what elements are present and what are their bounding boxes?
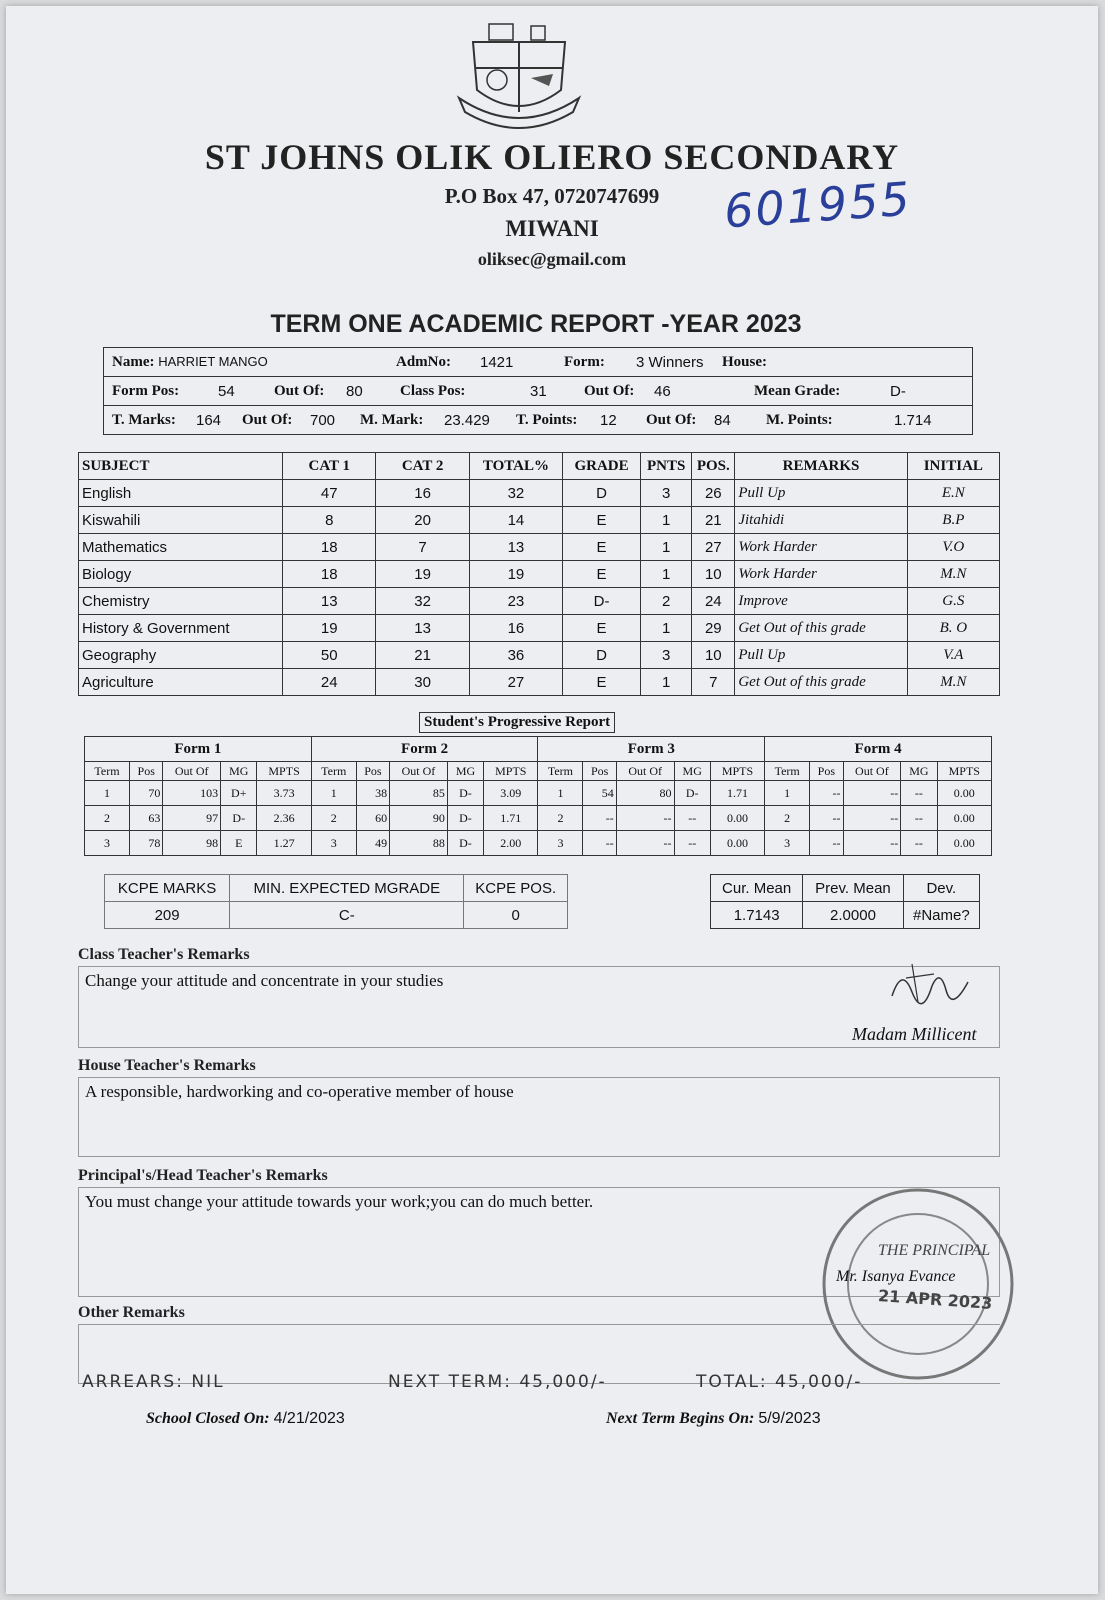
- progress-subheader: Term: [85, 762, 130, 781]
- progress-cell: 2.00: [484, 831, 538, 856]
- progress-cell: 49: [356, 831, 389, 856]
- class-pos-label: Class Pos:: [400, 382, 466, 399]
- subject-grade-cell: E: [563, 507, 641, 534]
- tmarks-out: 700: [310, 411, 336, 429]
- table-row: [79, 669, 1000, 696]
- progress-subheader: Out Of: [616, 762, 674, 781]
- progress-subheader: Pos: [810, 762, 843, 781]
- subject-pos-cell: 7: [692, 669, 735, 696]
- progress-cell: 78: [130, 831, 163, 856]
- subject-subject-cell: Agriculture: [79, 669, 283, 696]
- progress-cell: 3.73: [257, 781, 311, 806]
- subject-total-cell: 23: [469, 588, 562, 615]
- subject-total-cell: 36: [469, 642, 562, 669]
- subject-remarks-cell: Get Out of this grade: [735, 615, 907, 642]
- subject-grade-cell: E: [563, 534, 641, 561]
- progress-cell: --: [843, 831, 901, 856]
- table-row: [85, 806, 992, 831]
- header-subject: SUBJECT: [79, 453, 283, 480]
- total-fees-note: TOTAL: 45,000/-: [696, 1372, 863, 1392]
- class-teacher-label: Class Teacher's Remarks: [78, 946, 250, 963]
- subjects-header-row: [79, 453, 1000, 480]
- table-row: [79, 534, 1000, 561]
- progress-subheader: Out Of: [163, 762, 221, 781]
- subject-pos-cell: 24: [692, 588, 735, 615]
- progress-cell: E: [221, 831, 257, 856]
- kcpe-marks: 209: [105, 902, 230, 929]
- subject-subject-cell: Kiswahili: [79, 507, 283, 534]
- handwritten-number: 601955: [722, 171, 914, 239]
- subject-pnts-cell: 1: [641, 534, 692, 561]
- progress-cell: 2: [311, 806, 356, 831]
- progress-subheader: MG: [447, 762, 483, 781]
- progress-body: [85, 781, 992, 856]
- progress-cell: --: [616, 806, 674, 831]
- prev-mean: 2.0000: [803, 902, 903, 929]
- class-out: 46: [654, 382, 671, 400]
- subject-pnts-cell: 1: [641, 561, 692, 588]
- header-cat2: CAT 2: [376, 453, 469, 480]
- subject-cat1-cell: 50: [283, 642, 376, 669]
- progress-cell: --: [810, 831, 843, 856]
- subject-cat1-cell: 18: [283, 561, 376, 588]
- progress-cell: 1.27: [257, 831, 311, 856]
- progress-cell: 1: [765, 781, 810, 806]
- subject-initial-cell: M.N: [907, 669, 999, 696]
- subject-pos-cell: 21: [692, 507, 735, 534]
- mpoints: 1.714: [894, 411, 932, 429]
- header-total: TOTAL%: [469, 453, 562, 480]
- progress-cell: 2: [538, 806, 583, 831]
- subject-subject-cell: Mathematics: [79, 534, 283, 561]
- progress-cell: 3: [311, 831, 356, 856]
- subject-cat2-cell: 7: [376, 534, 469, 561]
- progress-subheader: Term: [311, 762, 356, 781]
- subject-subject-cell: Geography: [79, 642, 283, 669]
- subject-grade-cell: E: [563, 615, 641, 642]
- table-row: [79, 615, 1000, 642]
- form3-header: Form 3: [538, 737, 765, 762]
- school-address: P.O Box 47, 0720747699: [444, 184, 660, 208]
- progress-cell: --: [901, 806, 937, 831]
- report-page: [6, 6, 1098, 1594]
- progress-cell: 0.00: [937, 781, 991, 806]
- tpoints: 12: [600, 411, 617, 429]
- progress-subheader: Pos: [130, 762, 163, 781]
- form-value: 3 Winners: [636, 353, 704, 371]
- name-label: Name:: [112, 353, 155, 370]
- header-cat1: CAT 1: [283, 453, 376, 480]
- subject-total-cell: 32: [469, 480, 562, 507]
- form1-header: Form 1: [85, 737, 312, 762]
- class-teacher-remarks: Change your attitude and concentrate in your studies: [85, 971, 444, 990]
- dev: #Name?: [903, 902, 979, 929]
- subjects-body: [79, 480, 1000, 696]
- subject-pnts-cell: 3: [641, 642, 692, 669]
- progress-cell: 103: [163, 781, 221, 806]
- progress-subheader: Out Of: [390, 762, 448, 781]
- progress-cell: 1.71: [710, 781, 764, 806]
- subject-initial-cell: E.N: [907, 480, 999, 507]
- subject-pnts-cell: 2: [641, 588, 692, 615]
- header-initial: INITIAL: [907, 453, 999, 480]
- subject-remarks-cell: Pull Up: [735, 642, 907, 669]
- mmark: 23.429: [444, 411, 490, 429]
- progress-subheader: Term: [765, 762, 810, 781]
- cur-mean: 1.7143: [711, 902, 803, 929]
- subject-initial-cell: B.P: [907, 507, 999, 534]
- student-info-table: [103, 347, 973, 435]
- progress-cell: --: [616, 831, 674, 856]
- stamp-date: 21 APR 2023: [877, 1286, 993, 1313]
- subject-cat1-cell: 8: [283, 507, 376, 534]
- subject-pos-cell: 26: [692, 480, 735, 507]
- progress-cell: D+: [221, 781, 257, 806]
- subject-grade-cell: E: [563, 669, 641, 696]
- subject-pos-cell: 27: [692, 534, 735, 561]
- progress-cell: 90: [390, 806, 448, 831]
- adm-number: 1421: [480, 353, 514, 371]
- subject-grade-cell: E: [563, 561, 641, 588]
- subject-total-cell: 16: [469, 615, 562, 642]
- subject-subject-cell: History & Government: [79, 615, 283, 642]
- subject-pos-cell: 10: [692, 642, 735, 669]
- mean-grade-label: Mean Grade:: [754, 382, 841, 399]
- progress-cell: D-: [674, 781, 710, 806]
- progress-cell: --: [901, 781, 937, 806]
- progress-subheader: Pos: [356, 762, 389, 781]
- form4-header: Form 4: [765, 737, 992, 762]
- subject-cat2-cell: 30: [376, 669, 469, 696]
- progress-subheader: MG: [221, 762, 257, 781]
- prev-mean-header: Prev. Mean: [803, 875, 903, 902]
- subject-initial-cell: G.S: [907, 588, 999, 615]
- progress-cell: --: [583, 831, 616, 856]
- progress-cell: 85: [390, 781, 448, 806]
- progress-report-title: Student's Progressive Report: [419, 712, 615, 733]
- progress-cell: --: [843, 806, 901, 831]
- table-row: [79, 588, 1000, 615]
- progress-cell: 1: [85, 781, 130, 806]
- subject-initial-cell: V.O: [907, 534, 999, 561]
- principal-remarks: You must change your attitude towards your work;you can do much better.: [85, 1192, 594, 1211]
- table-row: [79, 561, 1000, 588]
- subject-grade-cell: D: [563, 480, 641, 507]
- subject-remarks-cell: Get Out of this grade: [735, 669, 907, 696]
- subject-cat2-cell: 19: [376, 561, 469, 588]
- class-teacher-name: Madam Millicent: [852, 1024, 977, 1044]
- subject-initial-cell: B. O: [907, 615, 999, 642]
- tpoints-out: 84: [714, 411, 731, 429]
- form-pos: 54: [218, 382, 235, 400]
- mean-grade: D-: [890, 382, 906, 400]
- school-closed-row: [146, 1410, 345, 1428]
- subject-pos-cell: 10: [692, 561, 735, 588]
- form-out-label: Out Of:: [274, 382, 325, 399]
- progress-cell: D-: [447, 831, 483, 856]
- tpoints-out-label: Out Of:: [646, 411, 697, 428]
- progress-cell: 0.00: [937, 831, 991, 856]
- subject-initial-cell: V.A: [907, 642, 999, 669]
- form-label: Form:: [564, 353, 605, 370]
- next-term-label: Next Term Begins On:: [606, 1410, 755, 1427]
- kcpe-table: [104, 874, 568, 929]
- progress-cell: 3: [538, 831, 583, 856]
- subject-initial-cell: M.N: [907, 561, 999, 588]
- progress-cell: 0.00: [710, 831, 764, 856]
- other-remarks-label: Other Remarks: [78, 1304, 185, 1321]
- house-teacher-remarks: A responsible, hardworking and co-operative member of house: [85, 1082, 514, 1101]
- progress-cell: D-: [221, 806, 257, 831]
- progress-cell: 60: [356, 806, 389, 831]
- progress-cell: D-: [447, 806, 483, 831]
- progress-cell: 2.36: [257, 806, 311, 831]
- house-label: House:: [722, 353, 767, 370]
- progress-cell: 0.00: [937, 806, 991, 831]
- progress-subheader: MG: [674, 762, 710, 781]
- form-pos-label: Form Pos:: [112, 382, 180, 399]
- kcpe-pos: 0: [464, 902, 568, 929]
- adm-label: AdmNo:: [396, 353, 451, 370]
- header-remarks: REMARKS: [735, 453, 907, 480]
- table-row: [79, 642, 1000, 669]
- mpoints-label: M. Points:: [766, 411, 833, 428]
- principal-label: Principal's/Head Teacher's Remarks: [78, 1167, 328, 1184]
- cur-mean-header: Cur. Mean: [711, 875, 803, 902]
- progress-subheader: MPTS: [484, 762, 538, 781]
- subject-subject-cell: Biology: [79, 561, 283, 588]
- subject-remarks-cell: Jitahidi: [735, 507, 907, 534]
- progress-cell: 88: [390, 831, 448, 856]
- progress-cell: --: [674, 831, 710, 856]
- school-name: ST JOHNS OLIK OLIERO SECONDARY: [204, 137, 900, 177]
- subject-subject-cell: Chemistry: [79, 588, 283, 615]
- subject-total-cell: 27: [469, 669, 562, 696]
- subject-cat2-cell: 21: [376, 642, 469, 669]
- progress-cell: 1: [538, 781, 583, 806]
- subject-total-cell: 13: [469, 534, 562, 561]
- subjects-table: [78, 452, 1000, 696]
- class-out-label: Out Of:: [584, 382, 635, 399]
- table-row: [85, 831, 992, 856]
- table-row: [79, 480, 1000, 507]
- progress-subheader: MPTS: [257, 762, 311, 781]
- subject-subject-cell: English: [79, 480, 283, 507]
- next-term-date: 5/9/2023: [758, 1410, 821, 1427]
- subject-cat1-cell: 24: [283, 669, 376, 696]
- progress-cell: 97: [163, 806, 221, 831]
- school-town: MIWANI: [505, 216, 599, 241]
- next-term-row: [606, 1410, 821, 1428]
- form-out: 80: [346, 382, 363, 400]
- subject-cat2-cell: 20: [376, 507, 469, 534]
- report-title: TERM ONE ACADEMIC REPORT -YEAR 2023: [270, 310, 802, 338]
- subject-pnts-cell: 3: [641, 480, 692, 507]
- subject-pnts-cell: 1: [641, 615, 692, 642]
- table-row: [79, 507, 1000, 534]
- progress-cell: 3: [765, 831, 810, 856]
- arrears-note: ARREARS: NIL: [82, 1372, 225, 1392]
- progress-cell: --: [674, 806, 710, 831]
- school-crest-logo: [453, 20, 585, 130]
- progress-cell: 98: [163, 831, 221, 856]
- progress-cell: 80: [616, 781, 674, 806]
- progress-cell: --: [810, 806, 843, 831]
- school-email: oliksec@gmail.com: [477, 249, 627, 269]
- tmarks: 164: [196, 411, 222, 429]
- form2-header: Form 2: [311, 737, 538, 762]
- kcpe-marks-header: KCPE MARKS: [105, 875, 230, 902]
- subject-remarks-cell: Work Harder: [735, 561, 907, 588]
- subject-cat1-cell: 47: [283, 480, 376, 507]
- progress-cell: D-: [447, 781, 483, 806]
- progress-cell: --: [583, 806, 616, 831]
- subject-remarks-cell: Pull Up: [735, 480, 907, 507]
- subject-remarks-cell: Work Harder: [735, 534, 907, 561]
- kcpe-mgrade-header: MIN. EXPECTED MGRADE: [230, 875, 464, 902]
- subject-grade-cell: D: [563, 642, 641, 669]
- student-name: HARRIET MANGO: [158, 353, 268, 369]
- progress-cell: 3: [85, 831, 130, 856]
- progress-subheader-row: [85, 762, 992, 781]
- kcpe-pos-header: KCPE POS.: [464, 875, 568, 902]
- progress-subheader: MPTS: [710, 762, 764, 781]
- principal-title: THE PRINCIPAL: [878, 1242, 991, 1259]
- progress-cell: 0.00: [710, 806, 764, 831]
- tmarks-out-label: Out Of:: [242, 411, 293, 428]
- progress-cell: --: [810, 781, 843, 806]
- progress-cell: --: [901, 831, 937, 856]
- mmark-label: M. Mark:: [360, 411, 424, 428]
- school-closed-label: School Closed On:: [146, 1410, 270, 1427]
- house-teacher-remarks-box: [78, 1077, 1000, 1157]
- subject-cat1-cell: 13: [283, 588, 376, 615]
- header-grade: GRADE: [563, 453, 641, 480]
- progress-subheader: Pos: [583, 762, 616, 781]
- progress-cell: 54: [583, 781, 616, 806]
- progress-table: [84, 736, 992, 856]
- progress-cell: 1.71: [484, 806, 538, 831]
- progress-subheader: Out Of: [843, 762, 901, 781]
- class-pos: 31: [530, 382, 547, 400]
- progress-cell: --: [843, 781, 901, 806]
- subject-total-cell: 19: [469, 561, 562, 588]
- subject-pos-cell: 29: [692, 615, 735, 642]
- principal-name: Mr. Isanya Evance: [836, 1268, 956, 1285]
- subject-cat1-cell: 18: [283, 534, 376, 561]
- subject-cat2-cell: 16: [376, 480, 469, 507]
- subject-cat2-cell: 32: [376, 588, 469, 615]
- subject-total-cell: 14: [469, 507, 562, 534]
- means-table: [710, 874, 980, 929]
- subject-cat1-cell: 19: [283, 615, 376, 642]
- next-term-fees-note: NEXT TERM: 45,000/-: [388, 1372, 607, 1392]
- subject-grade-cell: D-: [563, 588, 641, 615]
- class-teacher-signature-icon: [882, 956, 982, 1016]
- progress-cell: 2: [85, 806, 130, 831]
- progress-cell: 2: [765, 806, 810, 831]
- subject-remarks-cell: Improve: [735, 588, 907, 615]
- header-pos: POS.: [692, 453, 735, 480]
- subject-pnts-cell: 1: [641, 669, 692, 696]
- subject-pnts-cell: 1: [641, 507, 692, 534]
- school-closed-date: 4/21/2023: [273, 1410, 345, 1427]
- tpoints-label: T. Points:: [516, 411, 578, 428]
- progress-cell: 70: [130, 781, 163, 806]
- table-row: [85, 781, 992, 806]
- house-teacher-label: House Teacher's Remarks: [78, 1057, 256, 1074]
- progress-cell: 1: [311, 781, 356, 806]
- tmarks-label: T. Marks:: [112, 411, 176, 428]
- progress-subheader: Term: [538, 762, 583, 781]
- header-pnts: PNTS: [641, 453, 692, 480]
- subject-cat2-cell: 13: [376, 615, 469, 642]
- progress-subheader: MG: [901, 762, 937, 781]
- progress-cell: 3.09: [484, 781, 538, 806]
- progress-cell: 38: [356, 781, 389, 806]
- progress-subheader: MPTS: [937, 762, 991, 781]
- progress-cell: 63: [130, 806, 163, 831]
- dev-header: Dev.: [903, 875, 979, 902]
- kcpe-mgrade: C-: [230, 902, 464, 929]
